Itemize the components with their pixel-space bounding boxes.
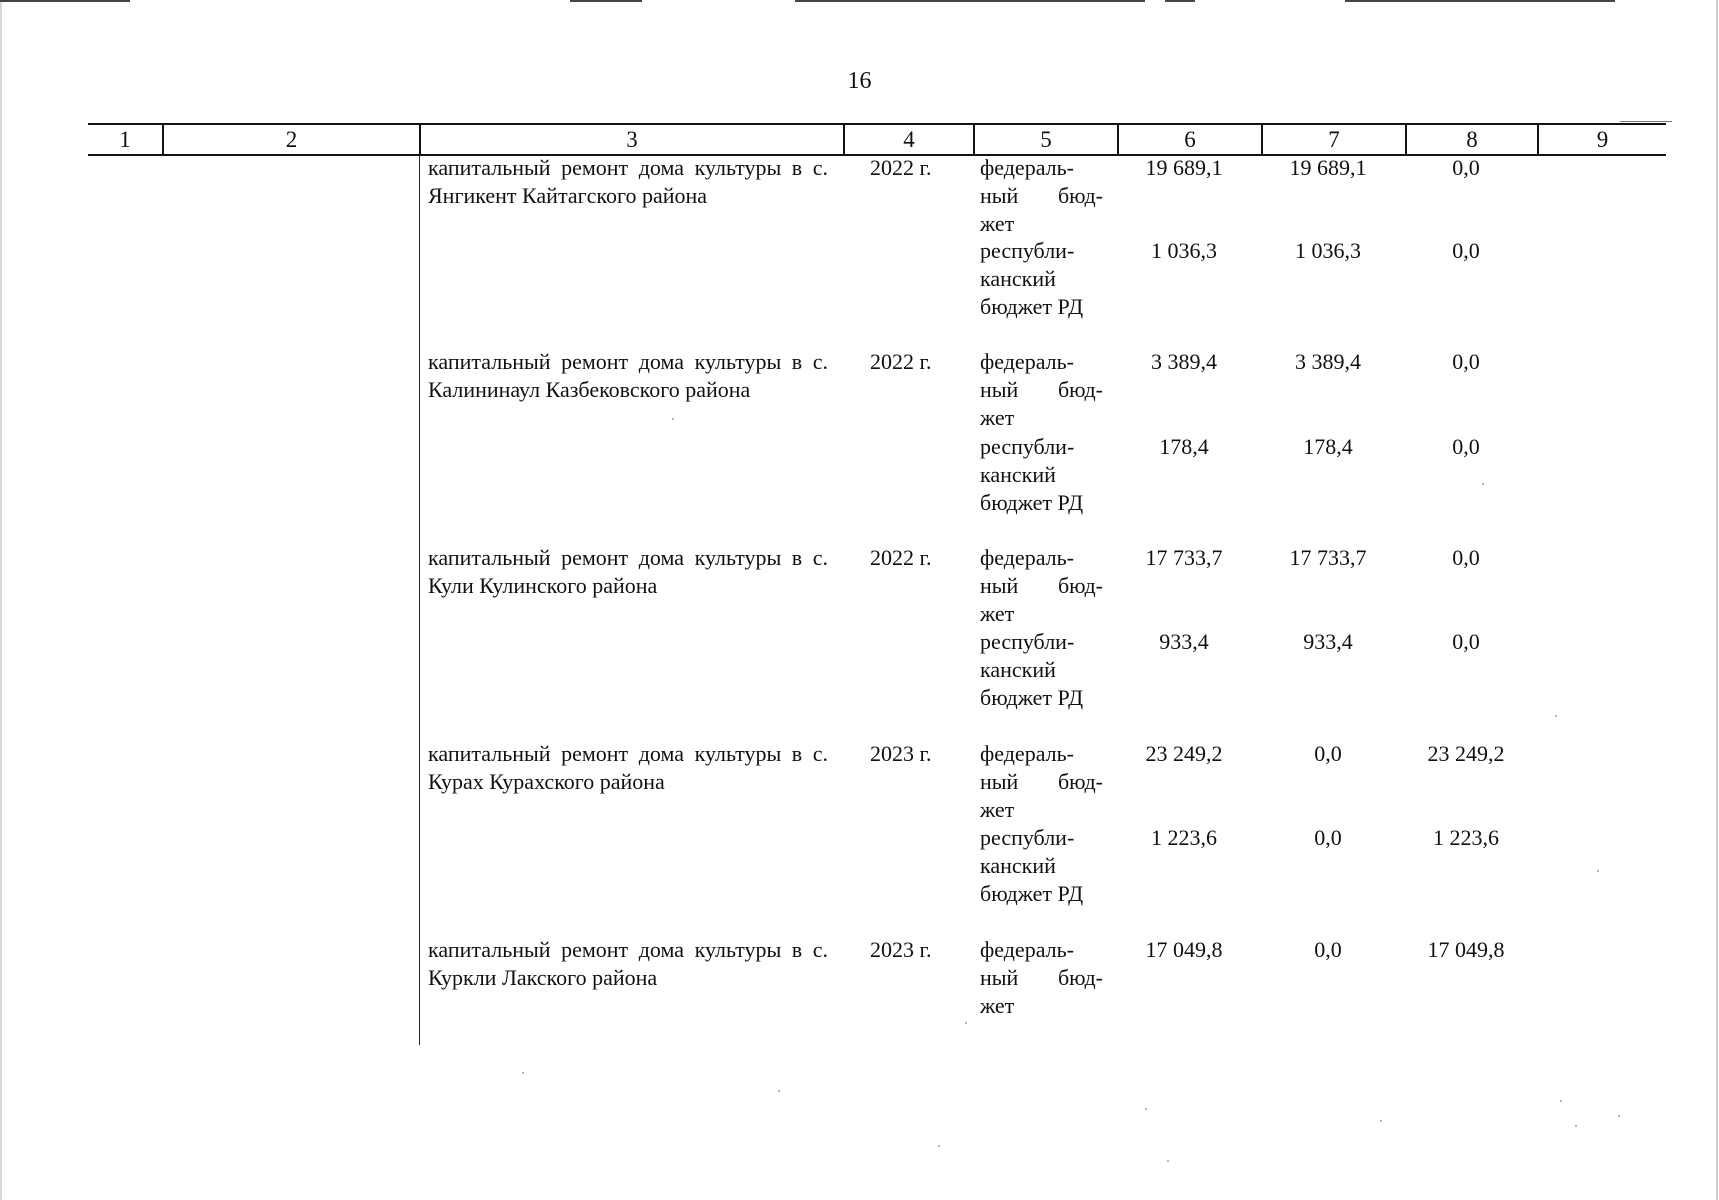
table-top-line-extension bbox=[1620, 121, 1672, 122]
scan-edge-right bbox=[1716, 0, 1718, 1200]
scan-speck bbox=[1560, 1100, 1562, 1102]
scan-speck bbox=[1575, 1125, 1577, 1127]
scan-top-strip bbox=[0, 0, 130, 2]
value-col6: 933,4 bbox=[1159, 629, 1209, 654]
value-col8: 1 223,6 bbox=[1433, 825, 1499, 850]
scan-speck bbox=[1618, 1115, 1620, 1117]
value-col8: 0,0 bbox=[1452, 434, 1480, 459]
value-col8: 0,0 bbox=[1452, 629, 1480, 654]
object-name: капитальный ремонт дома культуры в с. Калининаул Казбековского района bbox=[428, 349, 828, 402]
funding-source: федераль-ный бюд-жет bbox=[980, 155, 1103, 236]
scan-top-strip bbox=[570, 0, 642, 2]
funding-source: федераль-ный бюд-жет bbox=[980, 545, 1103, 626]
value-col7: 0,0 bbox=[1314, 741, 1342, 766]
table-column-header-row bbox=[88, 123, 1666, 156]
value-col6: 1 223,6 bbox=[1151, 825, 1217, 850]
value-col7: 933,4 bbox=[1303, 629, 1353, 654]
value-col8: 0,0 bbox=[1452, 238, 1480, 263]
value-col8: 23 249,2 bbox=[1427, 741, 1505, 766]
page-number: 16 bbox=[847, 68, 872, 94]
value-col7: 0,0 bbox=[1314, 825, 1342, 850]
value-col7: 17 733,7 bbox=[1289, 545, 1367, 570]
object-year: 2022 г. bbox=[870, 349, 932, 374]
column-header-8: 8 bbox=[1405, 125, 1537, 154]
scan-speck bbox=[1597, 870, 1599, 872]
column-header-5: 5 bbox=[973, 125, 1117, 154]
scan-speck bbox=[778, 1090, 780, 1092]
funding-source: республи-канский бюджет РД bbox=[980, 238, 1084, 319]
object-name: капитальный ремонт дома культуры в с. Куркли Лакского района bbox=[428, 937, 828, 990]
column-header-7: 7 bbox=[1261, 125, 1405, 154]
object-year: 2022 г. bbox=[870, 155, 932, 180]
column-separator-2-3 bbox=[419, 155, 420, 1045]
value-col7: 1 036,3 bbox=[1295, 238, 1361, 263]
scan-speck bbox=[965, 1022, 967, 1024]
value-col7: 19 689,1 bbox=[1289, 155, 1367, 180]
object-name: капитальный ремонт дома культуры в с. Янгикент Кайтагского района bbox=[428, 155, 828, 208]
value-col6: 1 036,3 bbox=[1151, 238, 1217, 263]
value-col6: 19 689,1 bbox=[1145, 155, 1223, 180]
value-col8: 0,0 bbox=[1452, 545, 1480, 570]
column-header-6: 6 bbox=[1117, 125, 1261, 154]
value-col7: 3 389,4 bbox=[1295, 349, 1361, 374]
value-col6: 3 389,4 bbox=[1151, 349, 1217, 374]
scan-top-strip bbox=[795, 0, 1145, 2]
funding-source: республи-канский бюджет РД bbox=[980, 825, 1084, 906]
object-year: 2023 г. bbox=[870, 937, 932, 962]
funding-source: республи-канский бюджет РД bbox=[980, 629, 1084, 710]
value-col6: 178,4 bbox=[1159, 434, 1209, 459]
funding-source: федераль-ный бюд-жет bbox=[980, 741, 1103, 822]
value-col6: 17 733,7 bbox=[1145, 545, 1223, 570]
column-header-1: 1 bbox=[119, 127, 131, 152]
scan-speck bbox=[1482, 483, 1484, 485]
object-year: 2022 г. bbox=[870, 545, 932, 570]
value-col8: 0,0 bbox=[1452, 155, 1480, 180]
scan-speck bbox=[1167, 1160, 1169, 1162]
object-name: капитальный ремонт дома культуры в с. Кули Кулинского района bbox=[428, 545, 828, 598]
value-col8: 0,0 bbox=[1452, 349, 1480, 374]
scan-edge-left bbox=[0, 0, 2, 1200]
column-header-4: 4 bbox=[843, 125, 973, 154]
funding-source: федераль-ный бюд-жет bbox=[980, 937, 1103, 1018]
funding-source: федераль-ный бюд-жет bbox=[980, 349, 1103, 430]
value-col6: 17 049,8 bbox=[1145, 937, 1223, 962]
value-col8: 17 049,8 bbox=[1427, 937, 1505, 962]
scan-speck bbox=[1555, 715, 1557, 717]
object-year: 2023 г. bbox=[870, 741, 932, 766]
scan-speck bbox=[522, 1072, 524, 1074]
scan-top-strip bbox=[1345, 0, 1615, 2]
column-header-9: 9 bbox=[1537, 125, 1666, 154]
scan-speck bbox=[672, 418, 674, 420]
scan-speck bbox=[938, 1145, 940, 1147]
scan-speck bbox=[1145, 1108, 1147, 1110]
object-name: капитальный ремонт дома культуры в с. Курах Курахского района bbox=[428, 741, 828, 794]
scan-speck bbox=[1380, 1120, 1382, 1122]
funding-source: республи-канский бюджет РД bbox=[980, 434, 1084, 515]
value-col6: 23 249,2 bbox=[1145, 741, 1223, 766]
value-col7: 178,4 bbox=[1303, 434, 1353, 459]
column-header-3: 3 bbox=[419, 125, 843, 154]
value-col7: 0,0 bbox=[1314, 937, 1342, 962]
scan-top-strip bbox=[1165, 0, 1195, 2]
column-header-2: 2 bbox=[162, 125, 419, 154]
